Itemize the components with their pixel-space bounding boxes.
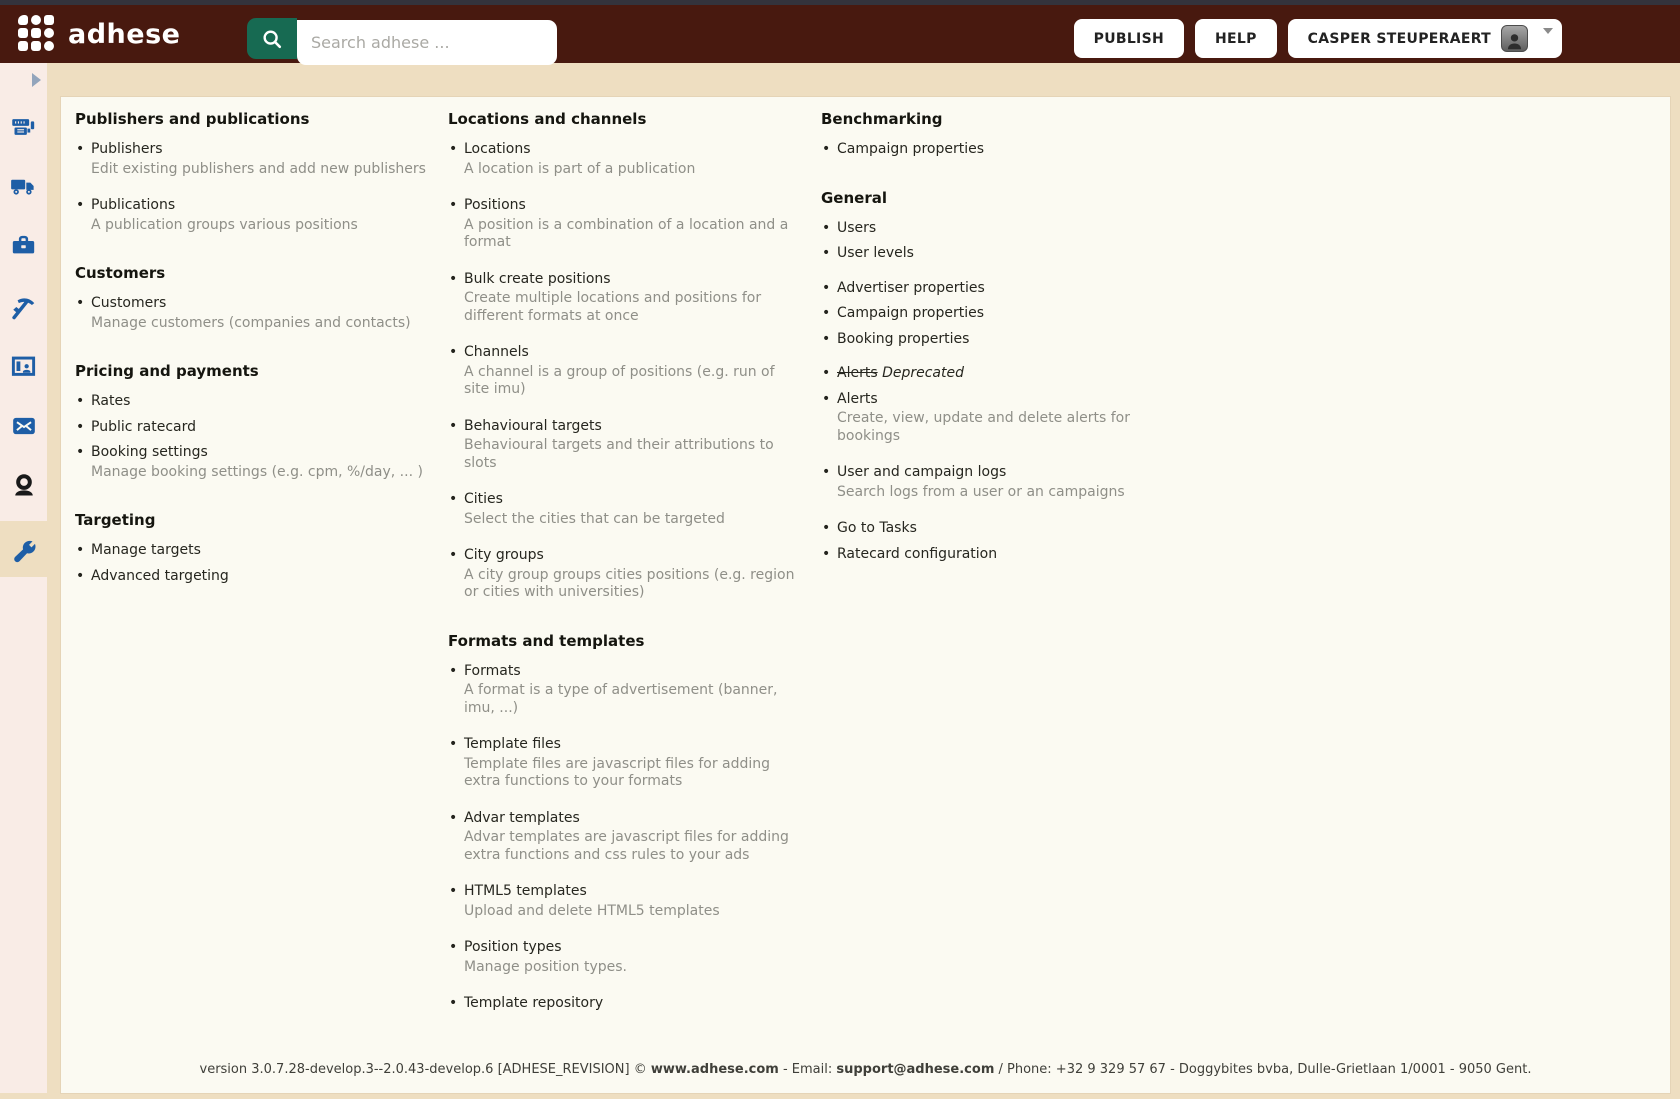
settings-link-item <box>448 547 821 602</box>
settings-link-description: Manage position types. <box>464 958 627 975</box>
settings-link[interactable]: Campaign properties <box>837 305 984 321</box>
settings-column-3 <box>821 110 1381 1021</box>
settings-link[interactable]: Campaign properties <box>837 141 984 157</box>
settings-link-description: Create, view, update and delete alerts for bookings <box>837 410 1131 444</box>
search-icon <box>261 28 283 50</box>
settings-link-item <box>448 418 821 473</box>
settings-link[interactable]: Manage targets <box>91 542 201 558</box>
settings-link-description: Search logs from a user or an campaigns <box>837 483 1125 500</box>
settings-link-description: Behavioural targets and their attributions to slots <box>464 437 774 471</box>
settings-link[interactable]: City groups <box>464 547 544 563</box>
settings-link-item <box>821 280 1381 298</box>
section-items <box>448 663 821 1013</box>
settings-link[interactable]: Advar templates <box>464 809 580 826</box>
printing-press-icon <box>10 114 37 141</box>
settings-link[interactable]: Customers <box>91 295 167 311</box>
settings-link[interactable]: Publications <box>91 197 176 213</box>
user-menu-button[interactable] <box>1288 19 1562 58</box>
settings-link[interactable]: Users <box>837 219 877 236</box>
settings-link-item <box>821 520 1381 538</box>
settings-link-description: Create multiple locations and positions for different formats at once <box>464 290 762 324</box>
settings-link-item <box>75 295 448 332</box>
mail-icon <box>11 413 37 439</box>
settings-link-description: A location is part of a publication <box>464 160 696 177</box>
settings-link-item <box>821 365 1381 383</box>
global-search <box>247 18 557 65</box>
adhese-logo[interactable] <box>18 15 180 53</box>
settings-link[interactable]: Ratecard configuration <box>837 545 998 562</box>
settings-link[interactable]: User and campaign logs <box>837 464 1007 480</box>
section-title: Publishers and publications <box>75 110 310 128</box>
adhese-logo-icon <box>18 15 56 53</box>
section-title: Customers <box>75 264 166 282</box>
section-items <box>75 393 448 481</box>
settings-link-item <box>821 141 1381 159</box>
settings-link-description: A position is a combination of a location and a format <box>464 216 789 250</box>
sidebar-item-account[interactable] <box>0 458 47 511</box>
settings-link[interactable]: Booking properties <box>837 330 970 347</box>
sidebar-item-targeting[interactable] <box>0 281 47 334</box>
settings-link[interactable]: Cities <box>464 491 503 507</box>
footer-text: version 3.0.7.28-develop.3--2.0.43-develop.6 [ADHESE_REVISION] © www.adhese.com - Email: support@adhese.com / Phone: +32 9 329 57 67 - Doggybites bvba, Dulle-Grietlaan 1/0001 - 9050 Gent. <box>199 1062 1532 1077</box>
truck-icon <box>10 173 37 200</box>
sidebar-item-business[interactable] <box>0 219 47 272</box>
search-button[interactable] <box>247 18 297 59</box>
avatar <box>1501 25 1528 52</box>
user-icon <box>10 471 38 499</box>
settings-link-description: A format is a type of advertisement (banner, imu, ...) <box>464 682 778 716</box>
settings-link[interactable]: Alerts <box>837 365 878 381</box>
settings-link-description: Template files are javascript files for adding extra functions to your formats <box>464 755 771 789</box>
kiosk-icon <box>10 353 37 380</box>
settings-link-item <box>821 391 1381 446</box>
chevron-down-icon <box>1543 28 1553 34</box>
settings-link-item <box>821 245 1381 263</box>
settings-page <box>61 97 1670 1093</box>
settings-link-item <box>448 883 821 920</box>
settings-link[interactable]: Booking settings <box>91 444 208 460</box>
settings-link-item <box>448 995 821 1013</box>
settings-link[interactable]: Formats <box>464 662 521 679</box>
settings-link-item <box>448 344 821 399</box>
settings-link-description: A publication groups various positions <box>91 216 358 233</box>
briefcase-icon <box>10 232 37 259</box>
user-name: CASPER STEUPERAERT <box>1307 30 1491 47</box>
wrench-icon <box>10 538 38 566</box>
adhese-logo-text: adhese <box>68 18 181 50</box>
settings-link[interactable]: Bulk create positions <box>464 270 611 287</box>
settings-link-item <box>448 810 821 865</box>
section-title: Formats and templates <box>448 631 645 650</box>
section-title: Targeting <box>75 511 156 529</box>
settings-link-item <box>75 419 448 437</box>
settings-link-item <box>75 197 448 234</box>
sidebar-item-delivery[interactable] <box>0 160 47 213</box>
settings-link[interactable]: Channels <box>464 344 529 360</box>
sidebar-item-creatives[interactable] <box>0 340 47 393</box>
section-title: Locations and channels <box>448 110 647 128</box>
sidebar-expand-icon[interactable] <box>32 73 41 87</box>
deprecated-flag: Deprecated <box>882 365 964 381</box>
search-input[interactable] <box>297 20 557 65</box>
settings-link-item <box>448 271 821 326</box>
sidebar-item-publications[interactable] <box>0 101 47 154</box>
settings-link-item <box>821 546 1381 564</box>
settings-link[interactable]: Advertiser properties <box>837 279 985 296</box>
settings-link-item <box>448 736 821 791</box>
section-items <box>821 220 1381 564</box>
settings-link[interactable]: Position types <box>464 939 562 955</box>
settings-link-item <box>75 568 448 586</box>
settings-link-description: Advar templates are javascript files for adding extra functions and css rules to your ads <box>464 829 789 863</box>
publish-button[interactable]: PUBLISH <box>1074 19 1184 58</box>
settings-link[interactable]: Go to Tasks <box>837 520 917 536</box>
settings-link-description: Upload and delete HTML5 templates <box>464 902 720 919</box>
sidebar-item-messages[interactable] <box>0 399 47 452</box>
settings-link-item <box>448 197 821 252</box>
settings-column-2 <box>448 110 821 1021</box>
settings-link-description: A city group groups cities positions (e.g. region or cities with universities) <box>464 566 795 600</box>
settings-link-item <box>821 305 1381 323</box>
settings-link-item <box>821 464 1381 501</box>
settings-link-item <box>75 393 448 411</box>
settings-link[interactable]: HTML5 templates <box>464 883 587 899</box>
settings-link[interactable]: Advanced targeting <box>91 567 229 584</box>
section-items <box>75 542 448 585</box>
section-items <box>75 295 448 332</box>
settings-column-1 <box>75 110 448 1021</box>
settings-link[interactable]: Locations <box>464 141 531 157</box>
section-items <box>821 141 1381 159</box>
settings-link-description: Edit existing publishers and add new publishers <box>91 160 426 177</box>
settings-link[interactable]: Publishers <box>91 141 163 157</box>
section-items <box>448 141 821 602</box>
settings-link[interactable]: Template repository <box>464 995 604 1011</box>
settings-link[interactable]: Alerts <box>837 390 878 407</box>
settings-link-description: Manage customers (companies and contacts) <box>91 314 411 331</box>
help-button[interactable]: HELP <box>1195 19 1277 58</box>
settings-link-item <box>448 141 821 178</box>
settings-link-item <box>821 331 1381 349</box>
settings-link-item <box>75 444 448 481</box>
settings-link[interactable]: Template files <box>464 736 561 752</box>
settings-link-item <box>448 663 821 718</box>
settings-link-item <box>448 491 821 528</box>
section-title: General <box>821 188 887 207</box>
app-header <box>0 5 1680 63</box>
settings-link[interactable]: Public ratecard <box>91 418 196 435</box>
settings-link-item <box>448 939 821 976</box>
settings-link[interactable]: Positions <box>464 197 526 213</box>
settings-link-description: Select the cities that can be targeted <box>464 510 725 527</box>
sidebar-item-settings[interactable] <box>0 525 47 578</box>
settings-link-item <box>821 220 1381 238</box>
section-items <box>75 141 448 234</box>
section-title: Pricing and payments <box>75 362 259 380</box>
pickaxe-icon <box>10 294 38 322</box>
settings-link[interactable]: User levels <box>837 245 914 261</box>
section-title: Benchmarking <box>821 110 943 128</box>
settings-link[interactable]: Rates <box>91 393 131 409</box>
settings-link[interactable]: Behavioural targets <box>464 417 602 434</box>
settings-link-item <box>75 542 448 560</box>
sidebar <box>0 63 47 1093</box>
settings-link-description: Manage booking settings (e.g. cpm, %/day, ... ) <box>91 463 423 480</box>
settings-columns <box>61 97 1670 1021</box>
settings-link-description: A channel is a group of positions (e.g. run of site imu) <box>464 363 775 397</box>
settings-link-item <box>75 141 448 178</box>
